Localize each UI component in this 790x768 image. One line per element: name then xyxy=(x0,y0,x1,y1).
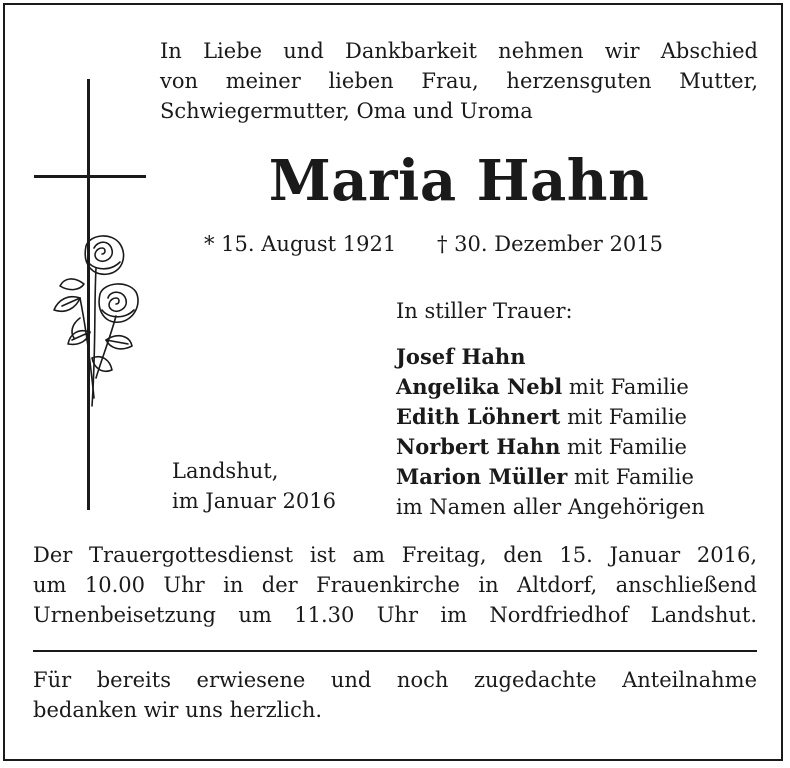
mourners-list xyxy=(396,296,705,522)
thanks-line: Für bereits erwiesene und noch zugedachte Anteilnahme xyxy=(33,668,757,692)
mourner-entry xyxy=(396,432,705,462)
intro-line: In Liebe und Dankbarkeit nehmen wir Abschied xyxy=(160,39,758,63)
mourners-closing: im Namen aller Angehörigen xyxy=(396,495,705,519)
intro-line: Schwiegermutter, Oma und Uroma xyxy=(160,99,533,123)
mourner-suffix: mit Familie xyxy=(567,465,694,489)
rose-icon xyxy=(50,228,142,410)
mourner-entry xyxy=(396,372,705,402)
birth-date: * 15. August 1921 xyxy=(204,232,397,256)
place-and-date xyxy=(172,456,336,516)
intro-line: von meiner lieben Frau, herzensguten Mutter, xyxy=(160,69,758,93)
mourner-suffix: mit Familie xyxy=(562,375,689,399)
service-announcement xyxy=(33,540,757,630)
thanks-line: bedanken wir uns herzlich. xyxy=(33,698,323,722)
intro-text xyxy=(160,36,758,126)
mourner-entry xyxy=(396,402,705,432)
cross-horizontal-bar xyxy=(34,175,146,178)
mourner-entry xyxy=(396,342,705,372)
death-date: † 30. Dezember 2015 xyxy=(437,232,663,256)
mourner-name: Edith Löhnert xyxy=(396,404,561,429)
mourner-name: Marion Müller xyxy=(396,464,568,489)
service-line: Urnenbeisetzung um 11.30 Uhr im Nordfriedhof Landshut. xyxy=(33,603,757,627)
thanks-text xyxy=(33,665,757,725)
mourner-name: Norbert Hahn xyxy=(396,434,561,459)
date: im Januar 2016 xyxy=(172,489,336,513)
mourner-suffix: mit Familie xyxy=(560,435,687,459)
mourners-heading: In stiller Trauer: xyxy=(396,299,573,323)
service-line: um 10.00 Uhr in der Frauenkirche in Altdorf, anschließend xyxy=(33,573,757,597)
mourner-suffix: mit Familie xyxy=(560,405,687,429)
place: Landshut, xyxy=(172,459,279,483)
mourner-entry xyxy=(396,462,705,492)
service-line: Der Trauergottesdienst ist am Freitag, den 15. Januar 2016, xyxy=(33,543,757,567)
mourner-name: Angelika Nebl xyxy=(396,374,563,399)
mourner-name: Josef Hahn xyxy=(396,344,526,369)
section-divider xyxy=(33,650,757,652)
deceased-name: Maria Hahn xyxy=(268,148,650,214)
